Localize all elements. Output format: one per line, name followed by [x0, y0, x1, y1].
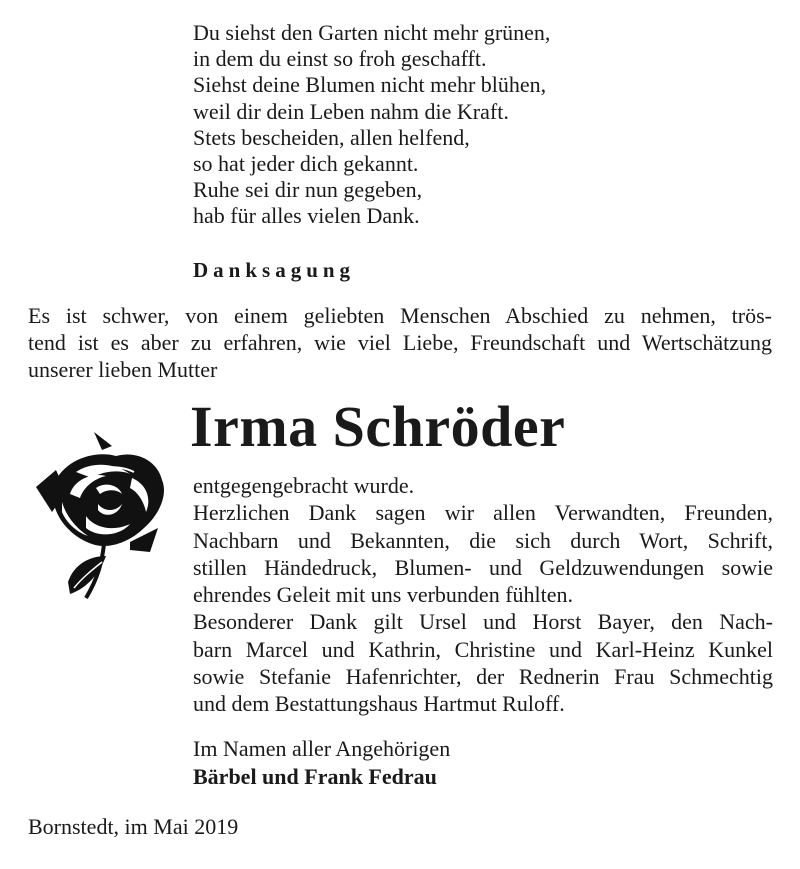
body-line: barn Marcel und Kathrin, Christine und Karl-Heinz Kunkel [193, 636, 773, 662]
poem-line: Stets bescheiden, allen helfend, [193, 124, 470, 150]
poem-line: in dem du einst so froh geschafft. [193, 46, 487, 72]
intro-paragraph [28, 302, 772, 383]
intro-line: tend ist es aber zu erfahren, wie viel Liebe, Freundschaft und Wertschätzung [28, 330, 772, 355]
poem-line: hab für alles vielen Dank. [193, 203, 420, 229]
body-line: ehrendes Geleit mit uns verbunden fühlten. [193, 582, 574, 608]
intro-line: unserer lieben Mutter [28, 357, 218, 382]
body-line: entgegengebracht wurde. [193, 473, 415, 498]
poem-line: Ruhe sei dir nun gegeben, [193, 177, 423, 203]
poem-line: so hat jeder dich gekannt. [193, 151, 419, 177]
body-line: und dem Bestattungshaus Hartmut Ruloff. [193, 691, 565, 717]
body-line: stillen Händedruck, Blumen- und Geldzuwendungen sowie [193, 554, 773, 580]
body-paragraph [193, 472, 773, 718]
heading-danksagung: Danksagung [193, 258, 356, 282]
rose-icon [34, 432, 172, 604]
deceased-name: Irma Schröder [190, 394, 566, 459]
poem-line: Du siehst den Garten nicht mehr grünen, [193, 20, 551, 45]
place-date: Bornstedt, im Mai 2019 [28, 814, 239, 839]
body-line: Besonderer Dank gilt Ursel und Horst Bayer, den Nach- [193, 609, 773, 635]
body-line: Nachbarn und Bekannten, die sich durch Wort, Schrift, [193, 527, 773, 553]
poem [193, 20, 550, 230]
body-line: sowie Stefanie Hafenrichter, der Rednerin Frau Schmechtig [193, 664, 773, 690]
body-line: Herzlichen Dank sagen wir allen Verwandten, Freunden, [193, 500, 773, 526]
signature-block [193, 735, 450, 790]
signature-intro: Im Namen aller Angehörigen [193, 736, 451, 761]
poem-line: weil dir dein Leben nahm die Kraft. [193, 98, 509, 124]
intro-line: Es ist schwer, von einem geliebten Menschen Abschied zu nehmen, trös- [28, 303, 772, 328]
poem-line: Siehst deine Blumen nicht mehr blühen, [193, 72, 547, 98]
signature-names: Bärbel und Frank Fedrau [193, 763, 437, 789]
